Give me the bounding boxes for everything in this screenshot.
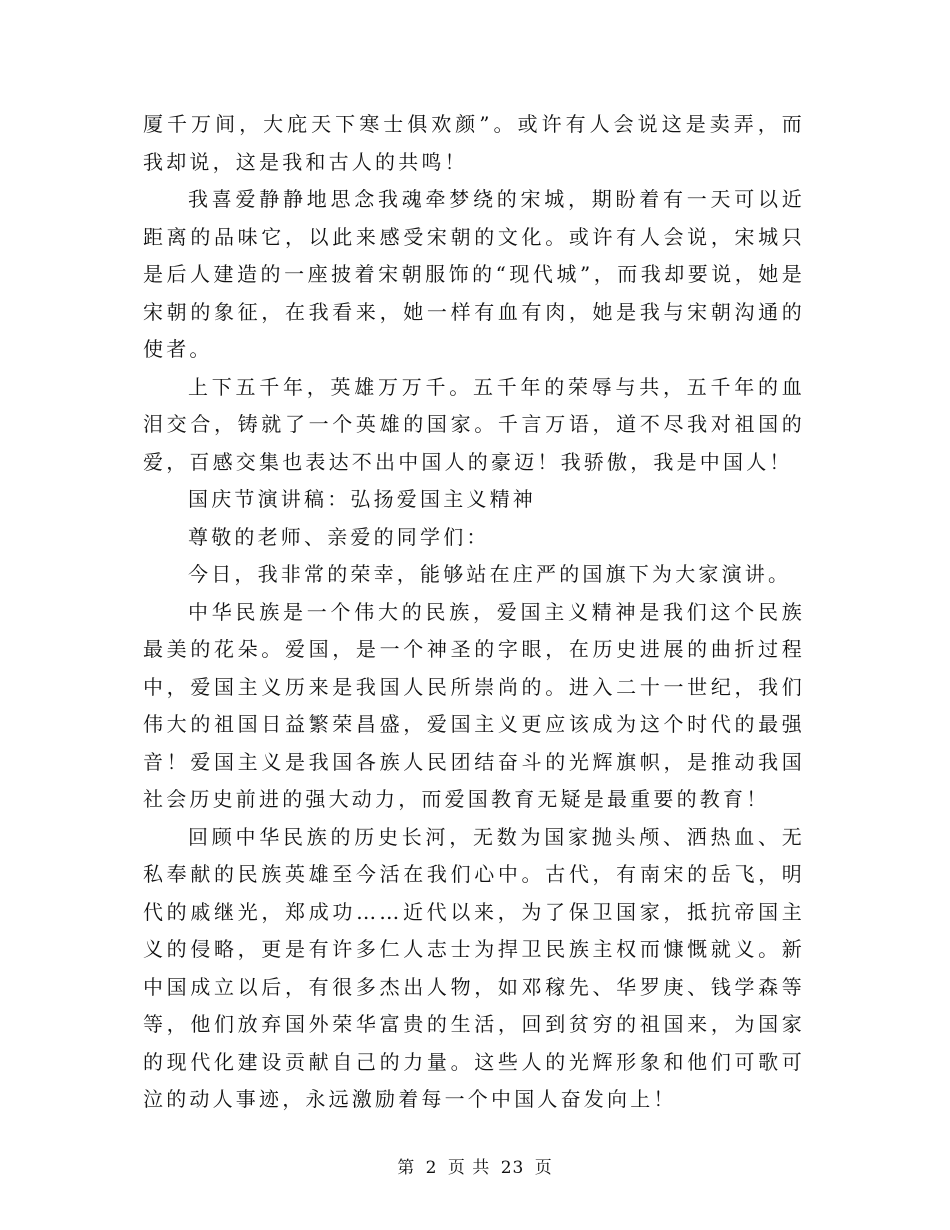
paragraph-continuation: 厦千万间，大庇天下寒士俱欢颜”。或许有人会说这是卖弄，而我却说，这是我和古人的共鸣！ [143, 112, 805, 174]
paragraph-song-city: 我喜爱静静地思念我魂牵梦绕的宋城，期盼着有一天可以近距离的品味它，以此来感受宋朝的文化。或许有人会说，宋城只是后人建造的一座披着宋朝服饰的“现代城”，而我却要说，她是宋朝的象征，在我看来，她一样有血有肉，她是我与宋朝沟通的使者。 [143, 187, 805, 361]
paragraph-five-thousand-years: 上下五千年，英雄万万千。五千年的荣辱与共，五千年的血泪交合，铸就了一个英雄的国家。千言万语，道不尽我对祖国的爱，百感交集也表达不出中国人的豪迈！我骄傲，我是中国人！ [143, 374, 805, 474]
footer-prefix: 第 [397, 1158, 416, 1178]
total-page-count: 23 [500, 1158, 525, 1178]
footer-middle: 页 共 [447, 1158, 491, 1178]
page-number-footer [0, 1153, 950, 1178]
footer-suffix: 页 [534, 1158, 553, 1178]
speech-opening: 今日，我非常的荣幸，能够站在庄严的国旗下为大家演讲。 [188, 562, 792, 586]
paragraph-national-heroes: 回顾中华民族的历史长河，无数为国家抛头颅、洒热血、无私奉献的民族英雄至今活在我们心中。古代，有南宋的岳飞，明代的戚继光，郑成功……近代以来，为了保卫国家，抵抗帝国主义的侵略，更是有许多仁人志士为捍卫民族主权而慷慨就义。新中国成立以后，有很多杰出人物，如邓稼先、华罗庚、钱学森等等，他们放弃国外荣华富贵的生活，回到贫穷的祖国来，为国家的现代化建设贡献自己的力量。这些人的光辉形象和他们可歌可泣的动人事迹，永远激励着每一个中国人奋发向上！ [143, 824, 805, 1111]
document-body [143, 106, 805, 1119]
speech-title: 国庆节演讲稿：弘扬爱国主义精神 [188, 487, 536, 511]
current-page-number: 2 [425, 1158, 438, 1178]
paragraph-patriotism: 中华民族是一个伟大的民族，爱国主义精神是我们这个民族最美的花朵。爱国，是一个神圣的字眼，在历史进展的曲折过程中，爱国主义历来是我国人民所崇尚的。进入二十一世纪，我们伟大的祖国日益繁荣昌盛，爱国主义更应该成为这个时代的最强音！爱国主义是我国各族人民团结奋斗的光辉旗帜，是推动我国社会历史前进的强大动力，而爱国教育无疑是最重要的教育！ [143, 599, 805, 811]
speech-greeting: 尊敬的老师、亲爱的同学们： [188, 524, 490, 549]
